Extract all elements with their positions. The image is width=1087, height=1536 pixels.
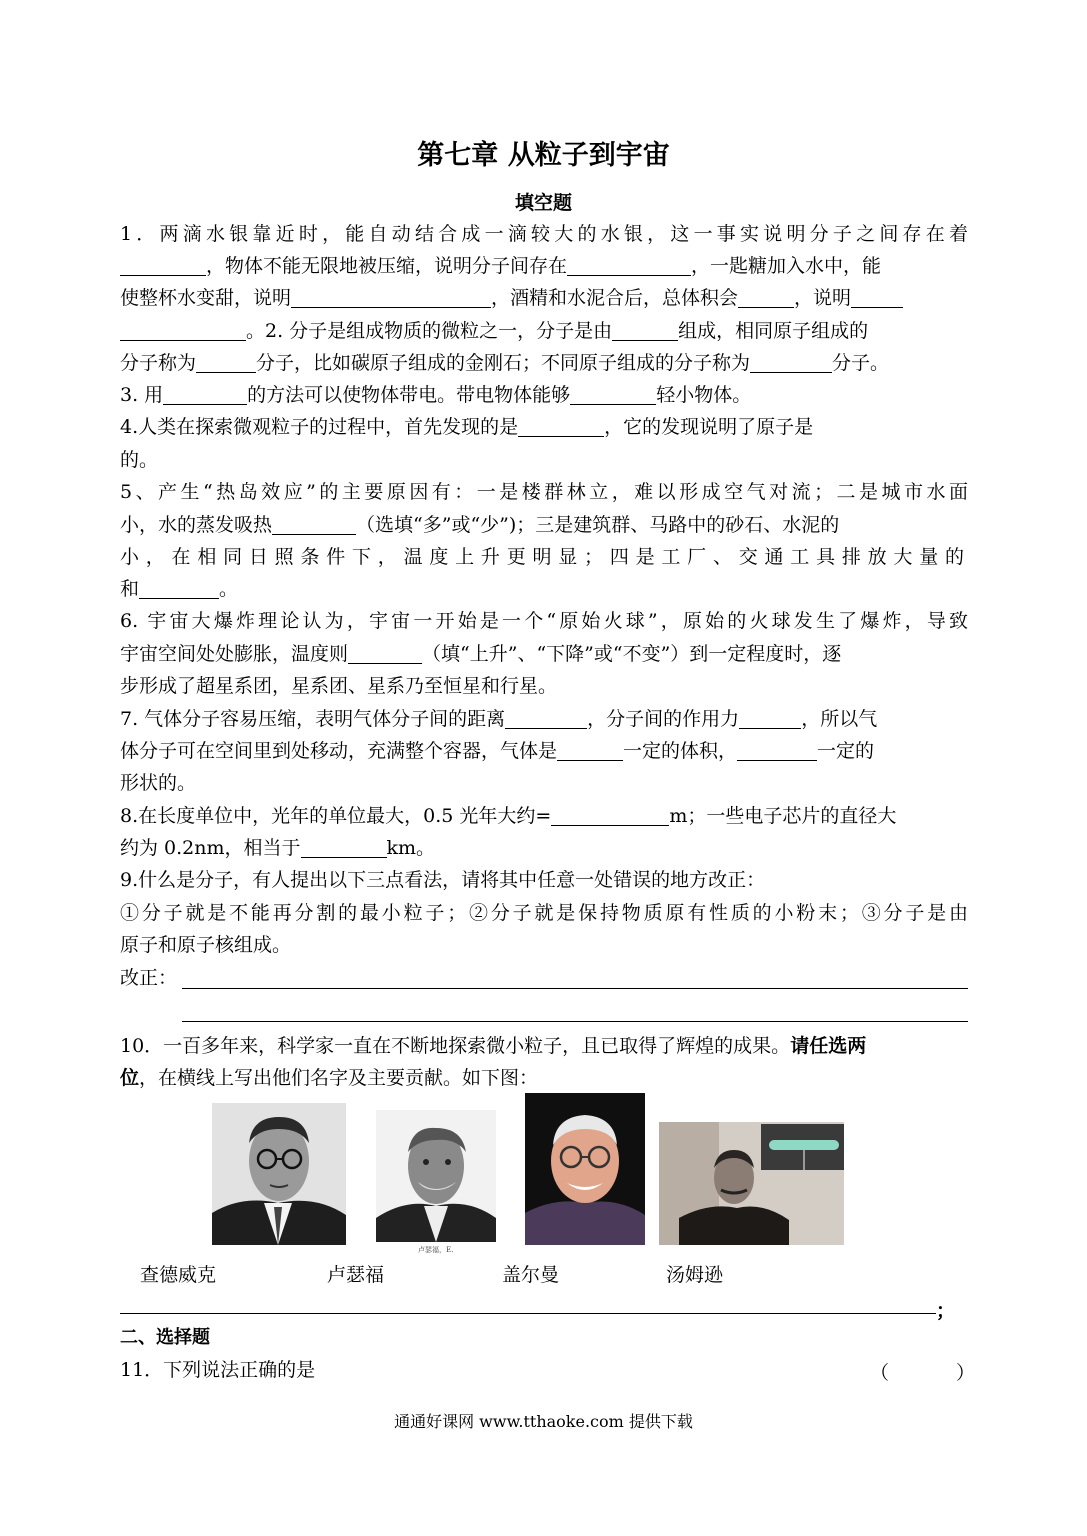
q9-line-1: 9.什么是分子，有人提出以下三点看法，请将其中任意一处错误的地方改正：: [120, 869, 766, 891]
q4-line-2: 的。: [120, 449, 159, 471]
portrait-chadwick-icon: [212, 1103, 346, 1245]
q11-paren-open: （: [870, 1362, 890, 1384]
answer-line[interactable]: [182, 1021, 968, 1022]
blank[interactable]: [272, 512, 356, 535]
q5-line-1: 5、产生“热岛效应”的主要原因有：一是楼群林立，难以形成空气对流；二是城市水面: [120, 481, 968, 503]
blank[interactable]: [348, 641, 422, 664]
chapter-title: 第七章 从粒子到宇宙: [417, 140, 670, 171]
q1-line-1: 1．两滴水银靠近时，能自动结合成一滴较大的水银，这一事实说明分子之间存在着: [120, 223, 968, 245]
section-heading-fill-blank: 填空题: [514, 192, 572, 214]
blank[interactable]: [291, 285, 491, 308]
q7-line-2: 体分子可在空间里到处移动，充满整个容器，气体是 一定的体积， 一定的: [120, 740, 875, 762]
blank[interactable]: [557, 738, 623, 761]
caption-gell-mann: 盖尔曼: [502, 1264, 560, 1286]
answer-line[interactable]: [120, 1313, 936, 1314]
q5-line-4: 和 。: [120, 578, 239, 600]
answer-line[interactable]: [182, 988, 968, 989]
caption-thomson: 汤姆逊: [666, 1264, 724, 1286]
q2-line-2: 分子称为 分子，比如碳原子组成的金刚石；不同原子组成的分子称为 分子。: [120, 352, 890, 374]
blank[interactable]: [737, 738, 817, 761]
q1-line-3: 使整杯水变甜，说明 ，酒精和水泥合后，总体积会 ，说明: [120, 282, 968, 314]
portrait-thomson-photo: [659, 1122, 844, 1245]
blank[interactable]: [518, 414, 604, 437]
caption-rutherford: 卢瑟福: [327, 1264, 385, 1286]
blank[interactable]: [750, 350, 832, 373]
q10-line-2: 位，在横线上写出他们名字及主要贡献。如下图：: [120, 1067, 539, 1089]
section-heading-multiple-choice: 二、选择题: [120, 1327, 210, 1348]
q11-paren-close: ）: [956, 1362, 976, 1384]
portrait-rutherford-photo: [376, 1110, 496, 1242]
blank[interactable]: [570, 382, 656, 405]
q4-line-1: 4.人类在探索微观粒子的过程中，首先发现的是 ，它的发现说明了原子是: [120, 416, 814, 438]
photo-caption-text: 卢瑟福，E.: [418, 1246, 454, 1254]
q8-line-1: 8.在长度单位中，光年的单位最大，0.5 光年大约= m；一些电子芯片的直径大: [120, 805, 897, 827]
blank[interactable]: [739, 706, 801, 729]
blank[interactable]: [851, 285, 903, 308]
blank[interactable]: [505, 706, 587, 729]
q5-line-2: 小，水的蒸发吸热 （选填“多”或“少”)；三是建筑群、马路中的砂石、水泥的: [120, 514, 840, 536]
blank[interactable]: [551, 803, 669, 826]
q7-line-3: 形状的。: [120, 772, 197, 794]
q8-line-2: 约为 0.2nm，相当于 km。: [120, 837, 436, 859]
caption-chadwick: 查德威克: [140, 1264, 217, 1286]
blank[interactable]: [120, 318, 246, 341]
blank[interactable]: [738, 285, 794, 308]
portrait-gell-mann-photo: [525, 1093, 645, 1245]
portrait-rutherford-icon: [376, 1110, 496, 1242]
blank[interactable]: [196, 350, 256, 373]
blank[interactable]: [163, 382, 247, 405]
blank[interactable]: [567, 253, 691, 276]
portrait-gell-mann-icon: [525, 1093, 645, 1245]
q11-text: 11．下列说法正确的是: [120, 1359, 316, 1381]
blank[interactable]: [139, 576, 219, 599]
q2-line-1: 。2. 分子是组成物质的微粒之一，分子是由 组成，相同原子组成的: [120, 315, 968, 347]
blank[interactable]: [120, 253, 206, 276]
q5-line-3: 小，在相同日照条件下，温度上升更明显；四是工厂、交通工具排放大量的: [120, 546, 968, 568]
portrait-thomson-icon: [659, 1122, 844, 1245]
q6-line-1: 6. 宇宙大爆炸理论认为，宇宙一开始是一个“原始火球”，原始的火球发生了爆炸，导致: [120, 610, 968, 632]
q9-correction-label: 改正：: [120, 967, 178, 989]
q6-line-2: 宇宙空间处处膨胀，温度则 （填“上升”、“下降”或“不变”）到一定程度时，逐: [120, 643, 842, 665]
q9-line-2: ①分子就是不能再分割的最小粒子；②分子就是保持物质原有性质的小粉末；③分子是由: [120, 902, 968, 924]
q9-line-3: 原子和原子核组成。: [120, 934, 292, 956]
page-footer: 通通好课网 www.tthaoke.com 提供下载: [394, 1412, 693, 1431]
q6-line-3: 步形成了超星系团，星系团、星系乃至恒星和行星。: [120, 675, 558, 697]
answer-line-end: ；: [936, 1300, 956, 1322]
q10-line-1: 10．一百多年来，科学家一直在不断地探索微小粒子，且已取得了辉煌的成果。请任选两: [120, 1035, 867, 1057]
blank[interactable]: [612, 318, 678, 341]
q1-line-2: ，物体不能无限地被压缩，说明分子间存在 ，一匙糖加入水中，能: [120, 250, 968, 282]
blank[interactable]: [301, 835, 387, 858]
q3-line: 3. 用 的方法可以使物体带电。带电物体能够 轻小物体。: [120, 384, 752, 406]
portrait-chadwick-photo: [212, 1103, 346, 1245]
q7-line-1: 7. 气体分子容易压缩，表明气体分子间的距离 ，分子间的作用力 ，所以气: [120, 708, 878, 730]
